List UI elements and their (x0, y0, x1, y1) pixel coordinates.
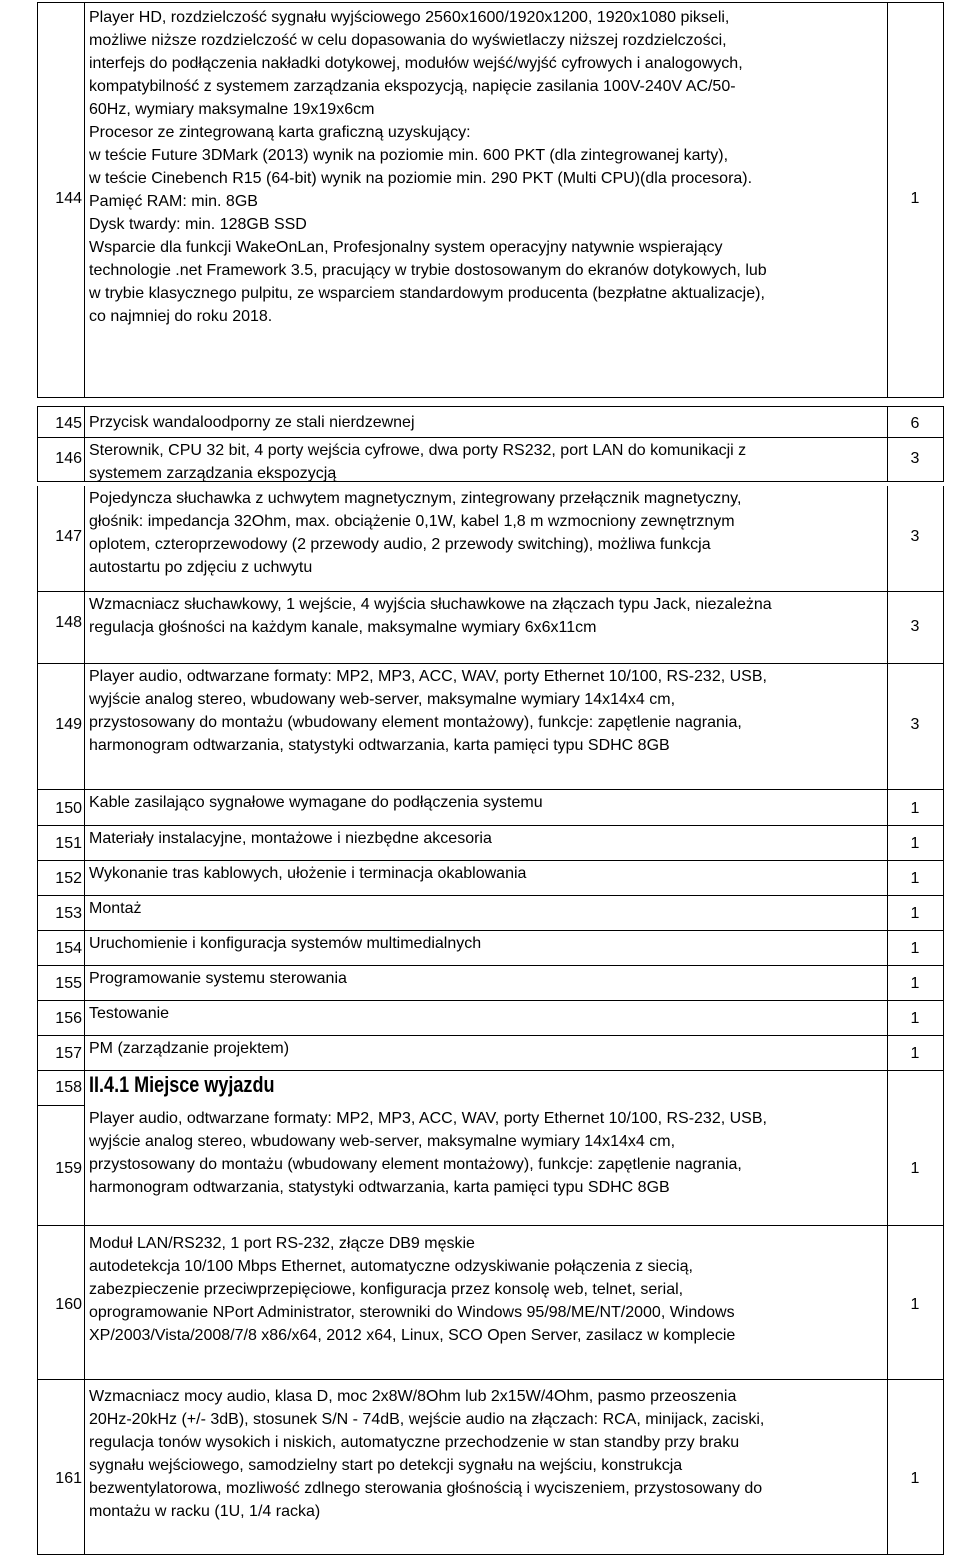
description-line: Przycisk wandaloodporny ze stali nierdzewnej (89, 414, 415, 431)
table-row (0, 1036, 960, 1071)
description-line: systemem zarządzania ekspozycją (89, 465, 337, 482)
item-number: 160 (55, 1296, 82, 1313)
table-row (0, 1071, 960, 1106)
quantity-cell (887, 664, 944, 790)
item-description-cell (84, 1226, 888, 1380)
description-line: co najmniej do roku 2018. (89, 308, 273, 325)
item-number-cell (37, 896, 85, 931)
description-line: sygnału wejściowego, samodzielny start po detekcji sygnału na wejściu, konstrukcja (89, 1457, 683, 1474)
item-description-cell (84, 438, 888, 482)
item-number-cell (37, 826, 85, 861)
description-line: harmonogram odtwarzania, statystyki odtwarzania, karta pamięci typu SDHC 8GB (89, 1179, 670, 1196)
quantity-cell (887, 486, 944, 592)
table-row (0, 486, 960, 592)
table-row (0, 790, 960, 826)
description-line: harmonogram odtwarzania, statystyki odtwarzania, karta pamięci typu SDHC 8GB (89, 737, 670, 754)
item-description-cell (84, 826, 888, 861)
description-line: wyjście analog stereo, wbudowany web-server, maksymalne wymiary 14x14x4 cm, (89, 691, 676, 708)
item-number-cell (37, 1226, 85, 1380)
quantity-cell (887, 826, 944, 861)
item-number: 154 (55, 940, 82, 957)
description-line: technologie .net Framework 3.5, pracujący w trybie dostosowanym do ekranów dotykowych, lub (89, 262, 767, 279)
item-description-cell (84, 1001, 888, 1036)
quantity: 6 (910, 415, 920, 432)
description-line: w teście Cinebench R15 (64-bit) wynik na poziomie min. 290 PKT (Multi CPU)(dla procesora). (89, 170, 753, 187)
item-number: 152 (55, 870, 82, 887)
item-number: 153 (55, 905, 82, 922)
table-row (0, 406, 960, 438)
description-line: Procesor ze zintegrowaną karta graficzną uzyskujący: (89, 124, 471, 141)
item-description-cell (84, 790, 888, 826)
description-line: Wzmacniacz słuchawkowy, 1 wejście, 4 wyjścia słuchawkowe na złączach typu Jack, niezależna (89, 596, 772, 613)
quantity-cell (887, 438, 944, 482)
item-number-cell (37, 966, 85, 1001)
description-line: autodetekcja 10/100 Mbps Ethernet, automatyczne odzyskiwanie połączenia z siecią, (89, 1258, 693, 1275)
quantity: 1 (910, 800, 920, 817)
description-line: Wykonanie tras kablowych, ułożenie i terminacja okablowania (89, 865, 527, 882)
description-line: przystosowany do montażu (wbudowany element montażowy), funkcje: zapętlenie nagrania, (89, 1156, 742, 1173)
description-line: Sterownik, CPU 32 bit, 4 porty wejścia cyfrowe, dwa porty RS232, port LAN do komunikacji z (89, 442, 747, 459)
item-description-cell (84, 1380, 888, 1555)
item-number: 161 (55, 1470, 82, 1487)
table-row (0, 592, 960, 664)
description-line: w teście Future 3DMark (2013) wynik na poziomie min. 600 PKT (dla zintegrowanej karty), (89, 147, 729, 164)
quantity: 3 (910, 618, 920, 635)
description-line: przystosowany do montażu (wbudowany element montażowy), funkcje: zapętlenie nagrania, (89, 714, 742, 731)
item-number: 144 (55, 190, 82, 207)
item-description-cell (84, 896, 888, 931)
description-line: zabezpieczenie przeciwprzepięciowe, konfiguracja przez konsolę web, telnet, serial, (89, 1281, 684, 1298)
description-line: Kable zasilająco sygnałowe wymagane do podłączenia systemu (89, 794, 543, 811)
item-description-cell (84, 664, 888, 790)
item-number-cell (37, 664, 85, 790)
quantity: 3 (910, 528, 920, 545)
quantity-cell (887, 592, 944, 664)
item-number: 147 (55, 528, 82, 545)
quantity-cell (887, 790, 944, 826)
item-number: 157 (55, 1045, 82, 1062)
quantity-cell (887, 406, 944, 438)
description-line: 20Hz-20kHz (+/- 3dB), stosunek S/N - 74dB, wejście audio na złączach: RCA, minijack, zaciski, (89, 1411, 765, 1428)
description-line: Materiały instalacyjne, montażowe i niezbędne akcesoria (89, 830, 492, 847)
quantity-cell (887, 2, 944, 398)
item-number-cell (37, 1106, 85, 1226)
item-description-cell (84, 861, 888, 896)
item-number: 155 (55, 975, 82, 992)
table-row (0, 931, 960, 966)
description-line: Pojedyncza słuchawka z uchwytem magnetycznym, zintegrowany przełącznik magnetyczny, (89, 490, 742, 507)
quantity: 1 (910, 1160, 920, 1177)
item-description-cell (84, 2, 888, 398)
quantity-cell (887, 1380, 944, 1555)
description-line: w trybie klasycznego pulpitu, ze wsparciem standardowym producenta (bezpłatne aktualizacje), (89, 285, 765, 302)
description-line: regulacja tonów wysokich i niskich, automatyczne przechodzenie w stan standby przy braku (89, 1434, 740, 1451)
description-line: PM (zarządzanie projektem) (89, 1040, 290, 1057)
quantity: 1 (910, 975, 920, 992)
description-line: Uruchomienie i konfiguracja systemów multimedialnych (89, 935, 482, 952)
item-number: 145 (55, 415, 82, 432)
item-description-cell (84, 406, 888, 438)
table-row (0, 1001, 960, 1036)
table-row (0, 896, 960, 931)
item-number-cell (37, 861, 85, 896)
description-line: Programowanie systemu sterowania (89, 970, 347, 987)
description-line: Dysk twardy: min. 128GB SSD (89, 216, 307, 233)
description-line: montażu w racku (1U, 1/4 racka) (89, 1503, 321, 1520)
table-row (0, 1106, 960, 1226)
item-number: 146 (55, 450, 82, 467)
description-line: oplotem, czteroprzewodowy (2 przewody audio, 2 przewody switching), możliwa funkcja (89, 536, 711, 553)
description-line: Pamięć RAM: min. 8GB (89, 193, 258, 210)
item-number-cell (37, 592, 85, 664)
item-number: 156 (55, 1010, 82, 1027)
quantity-cell (887, 966, 944, 1001)
table-row (0, 1226, 960, 1380)
item-number-cell (37, 1380, 85, 1555)
item-description-cell (84, 931, 888, 966)
item-description-cell (84, 1036, 888, 1071)
quantity-cell (887, 896, 944, 931)
description-line: głośnik: impedancja 32Ohm, max. obciążenie 0,1W, kabel 1,8 m wzmocniony zewnętrznym (89, 513, 735, 530)
description-line: Wzmacniacz mocy audio, klasa D, moc 2x8W/8Ohm lub 2x15W/4Ohm, pasmo przeoszenia (89, 1388, 737, 1405)
quantity: 1 (910, 1470, 920, 1487)
item-description-cell (84, 1071, 888, 1106)
table-row (0, 826, 960, 861)
description-line: Moduł LAN/RS232, 1 port RS-232, złącze DB9 męskie (89, 1235, 475, 1252)
description-line: bezwentylatorowa, mozliwość zdlnego sterowania głośnością i wyciszeniem, przystosowany do (89, 1480, 763, 1497)
quantity-cell (887, 1226, 944, 1380)
description-line: możliwe niższe rozdzielczość w celu dopasowania do wyświetlaczy niższej rozdzielczości, (89, 32, 727, 49)
description-line: Wsparcie dla funkcji WakeOnLan, Profesjonalny system operacyjny natywnie wspierający (89, 239, 723, 256)
quantity-cell (887, 1071, 944, 1106)
description-line: autostartu po zdjęciu z uchwytu (89, 559, 313, 576)
item-number-cell (37, 1071, 85, 1106)
description-line: 60Hz, wymiary maksymalne 19x19x6cm (89, 101, 375, 118)
quantity: 1 (910, 190, 920, 207)
description-line: Player audio, odtwarzane formaty: MP2, MP3, ACC, WAV, porty Ethernet 10/100, RS-232, USB, (89, 668, 767, 685)
quantity: 1 (910, 1296, 920, 1313)
quantity: 1 (910, 905, 920, 922)
description-line: XP/2003/Vista/2008/7/8 x86/x64, 2012 x64, Linux, SCO Open Server, zasilacz w komplecie (89, 1327, 736, 1344)
item-number-cell (37, 438, 85, 482)
description-line: kompatybilność z systemem zarządzania ekspozycją, napięcie zasilania 100V-240V AC/50- (89, 78, 736, 95)
quantity: 3 (910, 716, 920, 733)
item-number-cell (37, 1001, 85, 1036)
quantity-cell (887, 1036, 944, 1071)
item-number: 148 (55, 614, 82, 631)
item-description-cell (84, 1106, 888, 1226)
item-number-cell (37, 486, 85, 592)
section-heading: II.4.1 Miejsce wyjazdu (89, 1072, 275, 1097)
quantity: 3 (910, 450, 920, 467)
description-line: wyjście analog stereo, wbudowany web-server, maksymalne wymiary 14x14x4 cm, (89, 1133, 676, 1150)
description-line: Player HD, rozdzielczość sygnału wyjściowego 2560x1600/1920x1200, 1920x1080 pikseli, (89, 9, 730, 26)
description-line: Testowanie (89, 1005, 170, 1022)
table-row (0, 966, 960, 1001)
quantity-cell (887, 931, 944, 966)
item-number: 158 (55, 1079, 82, 1096)
description-line: oprogramowanie NPort Administrator, sterowniki do Windows 95/98/ME/NT/2000, Windows (89, 1304, 735, 1321)
quantity-cell (887, 861, 944, 896)
table-row (0, 1380, 960, 1555)
item-number-cell (37, 790, 85, 826)
item-description-cell (84, 592, 888, 664)
item-number-cell (37, 931, 85, 966)
item-number: 151 (55, 835, 82, 852)
item-number: 150 (55, 800, 82, 817)
table-row (0, 2, 960, 398)
description-line: Player audio, odtwarzane formaty: MP2, MP3, ACC, WAV, porty Ethernet 10/100, RS-232, USB, (89, 1110, 767, 1127)
item-number-cell (37, 2, 85, 398)
description-line: regulacja głośności na każdym kanale, maksymalne wymiary 6x6x11cm (89, 619, 597, 636)
item-number: 159 (55, 1160, 82, 1177)
table-row (0, 664, 960, 790)
quantity-cell (887, 1106, 944, 1226)
item-description-cell (84, 486, 888, 592)
table-row (0, 438, 960, 482)
quantity: 1 (910, 1045, 920, 1062)
quantity: 1 (910, 870, 920, 887)
item-number-cell (37, 1036, 85, 1071)
quantity-cell (887, 1001, 944, 1036)
item-number: 149 (55, 716, 82, 733)
quantity: 1 (910, 1010, 920, 1027)
quantity: 1 (910, 835, 920, 852)
description-line: interfejs do podłączenia nakładki dotykowej, modułów wejść/wyjść cyfrowych i analogowych, (89, 55, 743, 72)
quantity: 1 (910, 940, 920, 957)
table-row (0, 861, 960, 896)
description-line: Montaż (89, 900, 142, 917)
item-description-cell (84, 966, 888, 1001)
item-number-cell (37, 406, 85, 438)
